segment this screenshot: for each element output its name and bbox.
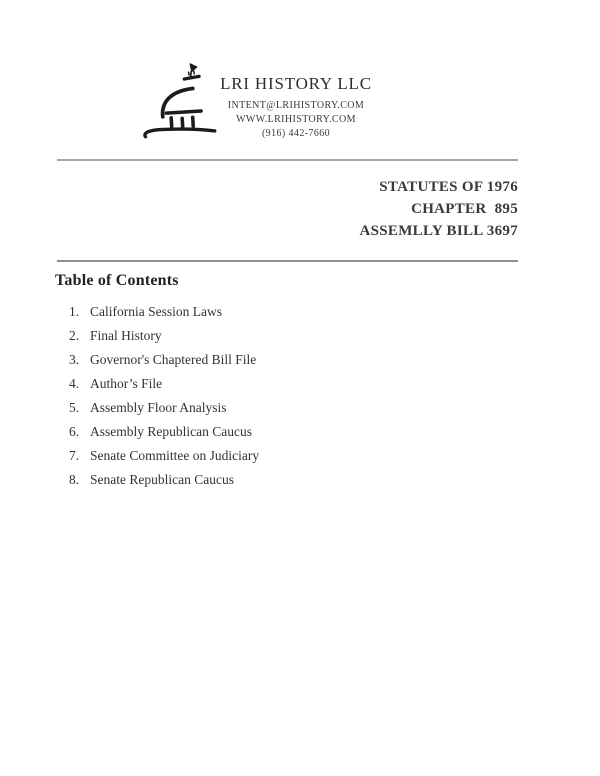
toc-item-label: California Session Laws (90, 304, 222, 319)
toc-item-number: 3. (69, 352, 80, 367)
assembly-bill-line: ASSEMLLY BILL 3697 (359, 223, 518, 239)
toc-item (69, 348, 259, 372)
company-website: WWW.LRIHISTORY.COM (236, 114, 356, 125)
company-phone: (916) 442-7660 (261, 128, 331, 139)
toc-item (69, 396, 259, 420)
toc-item (69, 444, 259, 468)
divider-bottom (57, 260, 518, 262)
toc-list (69, 300, 259, 492)
toc-item-number: 5. (69, 400, 80, 415)
toc-item-label: Governor's Chaptered Bill File (90, 352, 257, 367)
toc-item-number: 6. (69, 424, 80, 439)
company-email: INTENT@LRIHISTORY.COM (227, 100, 365, 111)
toc-item (69, 372, 259, 396)
toc-item-number: 2. (69, 328, 80, 343)
chapter-line: CHAPTER 895 (411, 201, 518, 217)
toc-item-label: Assembly Floor Analysis (90, 400, 227, 415)
statute-reference (359, 176, 518, 242)
toc-item-label: Author’s File (90, 376, 163, 391)
toc-item-number: 7. (69, 448, 80, 463)
toc-item-label: Senate Committee on Judiciary (90, 448, 260, 463)
toc-item-number: 4. (69, 376, 80, 391)
toc-item (69, 300, 259, 324)
toc-title: Table of Contents (55, 272, 179, 289)
toc-item (69, 468, 259, 492)
toc-item-label: Assembly Republican Caucus (90, 424, 252, 439)
toc-item (69, 324, 259, 348)
toc-item-number: 1. (69, 304, 80, 319)
statutes-line: STATUTES OF 1976 (379, 179, 518, 195)
masthead (176, 74, 416, 141)
toc-item-number: 8. (69, 472, 80, 487)
company-name: LRI HISTORY LLC (220, 74, 372, 93)
toc-item (69, 420, 259, 444)
toc-item-label: Final History (90, 328, 162, 343)
toc-item-label: Senate Republican Caucus (90, 472, 234, 487)
divider-top (57, 159, 518, 161)
